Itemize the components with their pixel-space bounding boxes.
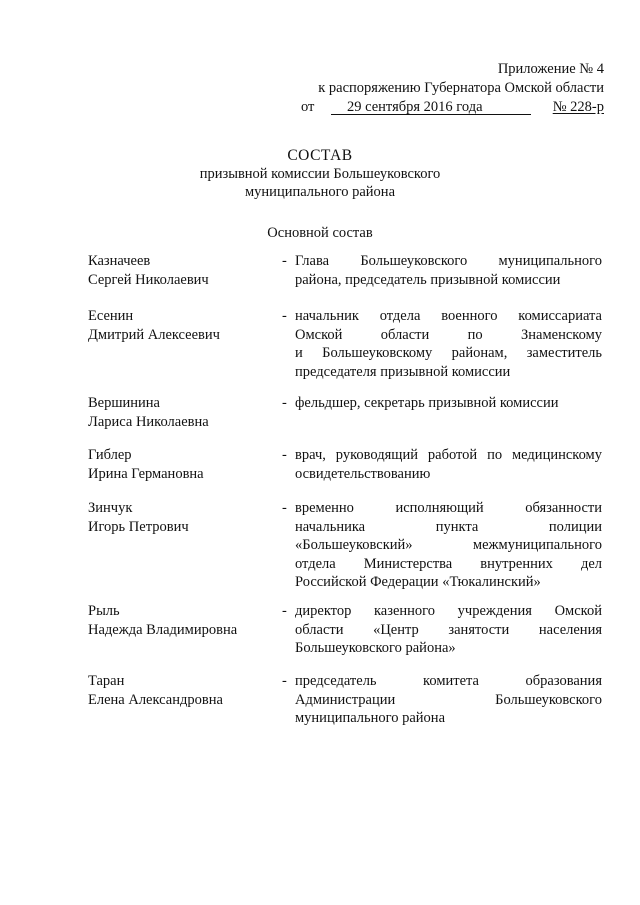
title-line-3: муниципального района <box>245 184 395 200</box>
member-role <box>295 499 602 592</box>
member-dash: - <box>282 308 287 324</box>
member-dash: - <box>282 253 287 269</box>
role-line: фельдшер, секретарь призывной комиссии <box>295 395 559 411</box>
member-role <box>295 252 602 289</box>
role-line: района, председатель призывной комиссии <box>295 271 561 288</box>
member-surname: Вершинина <box>88 395 160 411</box>
member-given-name: Сергей Николаевич <box>88 271 209 288</box>
role-line: освидетельствованию <box>295 465 431 482</box>
title-line-2: призывной комиссии Большеуковского <box>199 166 441 182</box>
role-line: врач, руководящий работой по медицинскому <box>295 447 602 463</box>
member-dash: - <box>282 603 287 619</box>
role-line: Большеуковского района» <box>295 640 456 656</box>
role-line: «Большеуковский» межмуниципального <box>295 537 602 553</box>
section-title: Основной состав <box>267 225 373 241</box>
member-dash: - <box>282 500 287 516</box>
member-name <box>88 602 278 639</box>
role-line: директор казенного учреждения Омской <box>295 603 602 619</box>
member-given-name: Надежда Владимировна <box>88 621 238 638</box>
member-name <box>88 307 278 344</box>
member-surname: Зинчук <box>88 500 133 516</box>
document-title <box>0 147 640 201</box>
role-line: Омской области по Знаменскому <box>295 326 602 343</box>
member-given-name: Дмитрий Алексеевич <box>88 326 220 343</box>
member-role <box>295 394 602 413</box>
role-line: начальника пункта полиции <box>295 518 602 535</box>
member-surname: Казначеев <box>88 253 151 269</box>
from-label: от <box>301 99 315 115</box>
member-role <box>295 602 602 658</box>
member-given-name: Лариса Николаевна <box>88 413 209 430</box>
member-role <box>295 307 602 381</box>
member-role <box>295 672 602 728</box>
order-number: № 228-р <box>552 99 604 115</box>
order-date-line <box>301 98 604 117</box>
member-dash: - <box>282 395 287 411</box>
role-line: Российской Федерации «Тюкалинский» <box>295 574 541 590</box>
member-given-name: Елена Александровна <box>88 691 223 708</box>
member-given-name: Игорь Петрович <box>88 518 189 535</box>
role-line: отдела Министерства внутренних дел <box>295 555 602 572</box>
role-line: области «Центр занятости населения <box>295 621 602 638</box>
role-line: начальник отдела военного комиссариата <box>295 308 602 324</box>
order-reference: к распоряжению Губернатора Омской области <box>318 80 604 96</box>
role-line: председатель комитета образования <box>295 673 602 689</box>
member-name <box>88 252 278 289</box>
member-name <box>88 446 278 483</box>
member-surname: Таран <box>88 673 125 689</box>
member-name <box>88 499 278 536</box>
appendix-number: Приложение № 4 <box>497 61 604 77</box>
member-role <box>295 446 602 483</box>
order-date: 29 сентября 2016 года <box>347 99 483 115</box>
member-surname: Гиблер <box>88 447 132 463</box>
member-dash: - <box>282 447 287 463</box>
role-line: и Большеуковскому районам, заместитель <box>295 345 602 361</box>
role-line: муниципального района <box>295 710 445 726</box>
member-name <box>88 672 278 709</box>
role-line: Глава Большеуковского муниципального <box>295 253 602 269</box>
appendix-header <box>301 60 604 117</box>
role-line: председателя призывной комиссии <box>295 363 511 380</box>
member-dash: - <box>282 673 287 689</box>
role-line: Администрации Большеуковского <box>295 691 602 708</box>
role-line: временно исполняющий обязанности <box>295 500 602 516</box>
title-word: СОСТАВ <box>287 147 353 164</box>
member-given-name: Ирина Германовна <box>88 465 204 482</box>
member-name <box>88 394 278 431</box>
member-surname: Рыль <box>88 603 120 619</box>
member-surname: Есенин <box>88 308 134 324</box>
